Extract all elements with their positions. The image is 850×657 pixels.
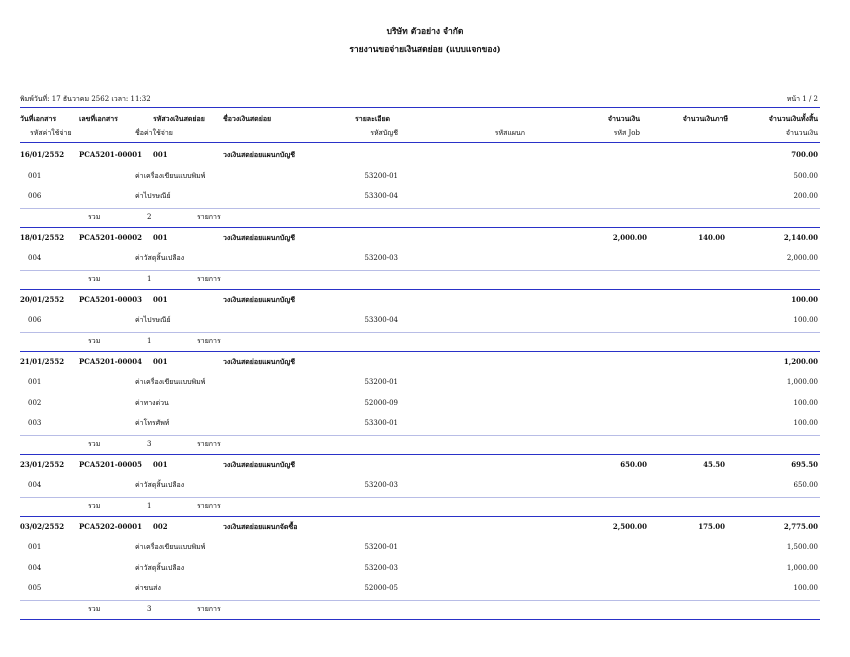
line-expense-name: ค่าวัสดุสิ้นเปลือง bbox=[135, 563, 185, 572]
doc-amount: 650.00 bbox=[620, 459, 647, 469]
doc-fund-code: 001 bbox=[153, 232, 168, 242]
doc-date: 18/01/2552 bbox=[20, 232, 65, 242]
doc-vat: 175.00 bbox=[698, 521, 725, 531]
summary-rule bbox=[20, 497, 820, 498]
summary-rule bbox=[20, 435, 820, 436]
summary-count: 1 bbox=[147, 274, 152, 283]
line-account-code: 53200-01 bbox=[364, 543, 398, 551]
doc-date: 03/02/2552 bbox=[20, 521, 65, 531]
header-dept-code: รหัสแผนก bbox=[494, 129, 525, 137]
doc-no: PCA5201-00005 bbox=[79, 459, 143, 469]
line-amount: 100.00 bbox=[793, 584, 818, 592]
summary-count: 3 bbox=[147, 604, 152, 613]
doc-amount: 2,500.00 bbox=[612, 521, 647, 531]
report-title: รายงานขอจ่ายเงินสดย่อย (แบบแจกของ) bbox=[349, 45, 501, 55]
doc-fund-code: 001 bbox=[153, 459, 168, 469]
header-account-code: รหัสบัญชี bbox=[370, 129, 398, 137]
line-account-code: 52000-05 bbox=[364, 584, 398, 592]
summary-total-label: รวม bbox=[88, 336, 101, 345]
doc-total: 2,775.00 bbox=[783, 521, 818, 531]
page-info: หน้า 1 / 2 bbox=[786, 95, 818, 103]
line-account-code: 53200-03 bbox=[364, 563, 398, 572]
line-expense-code: 001 bbox=[28, 378, 42, 386]
line-expense-code: 004 bbox=[28, 254, 42, 262]
header-amount: จำนวนเงิน bbox=[607, 114, 640, 123]
line-amount: 1,000.00 bbox=[786, 563, 818, 572]
line-amount: 1,500.00 bbox=[786, 543, 818, 551]
line-account-code: 53300-01 bbox=[364, 419, 398, 427]
line-account-code: 53200-01 bbox=[364, 378, 398, 386]
summary-total-label: รวม bbox=[88, 604, 101, 613]
header-total: จำนวนเงินทั้งสิ้น bbox=[768, 114, 818, 123]
line-expense-code: 004 bbox=[28, 481, 42, 489]
summary-items-label: รายการ bbox=[197, 274, 221, 283]
group-rule bbox=[20, 289, 820, 290]
line-amount: 100.00 bbox=[793, 419, 818, 427]
line-expense-name: ค่าไปรษณีย์ bbox=[135, 316, 171, 324]
header-expense-name: ชื่อค่าใช้จ่าย bbox=[135, 129, 173, 137]
doc-date: 21/01/2552 bbox=[20, 356, 65, 366]
header-bottom-rule bbox=[20, 142, 820, 143]
group-rule bbox=[20, 619, 820, 620]
line-expense-name: ค่าขนส่ง bbox=[135, 584, 161, 592]
line-expense-code: 006 bbox=[28, 316, 42, 324]
summary-count: 3 bbox=[147, 439, 152, 448]
header-vat: จำนวนเงินภาษี bbox=[682, 114, 728, 123]
line-amount: 200.00 bbox=[793, 192, 818, 200]
line-expense-name: ค่าโทรศัพท์ bbox=[135, 419, 170, 427]
summary-total-label: รวม bbox=[88, 501, 101, 510]
header-doc-date: วันที่เอกสาร bbox=[20, 114, 57, 123]
group-rule bbox=[20, 227, 820, 228]
company-name: บริษัท ตัวอย่าง จำกัด bbox=[386, 27, 464, 37]
doc-fund-code: 002 bbox=[153, 521, 168, 531]
summary-count: 1 bbox=[147, 501, 152, 510]
line-account-code: 52000-09 bbox=[364, 398, 398, 407]
doc-no: PCA5201-00004 bbox=[79, 356, 143, 366]
group-rule bbox=[20, 351, 820, 352]
summary-rule bbox=[20, 270, 820, 271]
line-expense-code: 001 bbox=[28, 543, 42, 551]
line-amount: 500.00 bbox=[793, 171, 818, 180]
doc-fund-code: 001 bbox=[153, 356, 168, 366]
line-expense-name: ค่าวัสดุสิ้นเปลือง bbox=[135, 481, 185, 489]
doc-fund-name: วงเงินสดย่อยแผนกบัญชี bbox=[223, 232, 295, 242]
line-expense-code: 002 bbox=[28, 398, 42, 407]
header-job-code: รหัส Job bbox=[613, 129, 640, 137]
summary-items-label: รายการ bbox=[197, 336, 221, 345]
group-rule bbox=[20, 454, 820, 455]
summary-rule bbox=[20, 332, 820, 333]
line-amount: 1,000.00 bbox=[786, 378, 818, 386]
summary-count: 1 bbox=[147, 336, 152, 345]
line-amount: 100.00 bbox=[793, 398, 818, 407]
summary-rule bbox=[20, 600, 820, 601]
header-expense-code: รหัสค่าใช้จ่าย bbox=[30, 129, 72, 137]
summary-items-label: รายการ bbox=[197, 501, 221, 510]
doc-date: 16/01/2552 bbox=[20, 150, 65, 159]
line-expense-name: ค่าเครื่องเขียนแบบพิมพ์ bbox=[135, 171, 206, 180]
summary-rule bbox=[20, 208, 820, 209]
line-account-code: 53200-03 bbox=[364, 254, 398, 262]
line-amount: 650.00 bbox=[793, 481, 818, 489]
doc-total: 1,200.00 bbox=[783, 356, 818, 366]
doc-amount: 2,000.00 bbox=[612, 232, 647, 242]
header-amount2: จำนวนเงิน bbox=[785, 129, 818, 137]
doc-fund-name: วงเงินสดย่อยแผนกบัญชี bbox=[223, 459, 295, 469]
line-expense-code: 003 bbox=[28, 419, 42, 427]
line-amount: 100.00 bbox=[793, 316, 818, 324]
summary-items-label: รายการ bbox=[197, 439, 221, 448]
header-top-rule bbox=[20, 107, 820, 108]
doc-vat: 140.00 bbox=[698, 232, 725, 242]
doc-fund-name: วงเงินสดย่อยแผนกบัญชี bbox=[223, 294, 295, 304]
header-detail: รายละเอียด bbox=[355, 114, 391, 123]
header-fund-name: ชื่อวงเงินสดย่อย bbox=[223, 114, 272, 123]
line-expense-code: 004 bbox=[28, 563, 42, 572]
line-expense-name: ค่าเครื่องเขียนแบบพิมพ์ bbox=[135, 378, 206, 386]
line-account-code: 53300-04 bbox=[364, 192, 398, 200]
summary-total-label: รวม bbox=[88, 439, 101, 448]
summary-total-label: รวม bbox=[88, 274, 101, 283]
line-expense-name: ค่าวัสดุสิ้นเปลือง bbox=[135, 254, 185, 262]
doc-fund-name: วงเงินสดย่อยแผนกบัญชี bbox=[223, 356, 295, 366]
header-doc-no: เลขที่เอกสาร bbox=[79, 114, 118, 123]
doc-fund-code: 001 bbox=[153, 150, 168, 159]
doc-no: PCA5201-00001 bbox=[79, 150, 143, 159]
doc-date: 20/01/2552 bbox=[20, 294, 65, 304]
header-fund-code: รหัสวงเงินสดย่อย bbox=[153, 114, 205, 123]
doc-fund-name: วงเงินสดย่อยแผนกจัดซื้อ bbox=[223, 521, 298, 531]
line-expense-name: ค่าเครื่องเขียนแบบพิมพ์ bbox=[135, 543, 206, 551]
line-expense-code: 001 bbox=[28, 171, 42, 180]
line-expense-name: ค่าไปรษณีย์ bbox=[135, 192, 171, 200]
doc-total: 100.00 bbox=[791, 294, 818, 304]
line-expense-name: ค่าทางด่วน bbox=[135, 398, 169, 407]
line-expense-code: 005 bbox=[28, 584, 42, 592]
line-expense-code: 006 bbox=[28, 192, 42, 200]
summary-total-label: รวม bbox=[88, 212, 101, 221]
doc-no: PCA5202-00001 bbox=[79, 521, 143, 531]
line-amount: 2,000.00 bbox=[786, 254, 818, 262]
doc-fund-name: วงเงินสดย่อยแผนกบัญชี bbox=[223, 150, 295, 159]
doc-total: 700.00 bbox=[791, 150, 818, 159]
doc-no: PCA5201-00003 bbox=[79, 294, 143, 304]
line-account-code: 53200-03 bbox=[364, 481, 398, 489]
doc-date: 23/01/2552 bbox=[20, 459, 65, 469]
doc-no: PCA5201-00002 bbox=[79, 232, 143, 242]
summary-items-label: รายการ bbox=[197, 604, 221, 613]
doc-total: 695.50 bbox=[791, 459, 818, 469]
summary-items-label: รายการ bbox=[197, 212, 221, 221]
doc-total: 2,140.00 bbox=[783, 232, 818, 242]
line-account-code: 53200-01 bbox=[364, 171, 398, 180]
summary-count: 2 bbox=[147, 212, 152, 221]
group-rule bbox=[20, 516, 820, 517]
print-info: พิมพ์วันที่: 17 ธันวาคม 2562 เวลา: 11:32 bbox=[20, 95, 151, 103]
doc-fund-code: 001 bbox=[153, 294, 168, 304]
doc-vat: 45.50 bbox=[703, 459, 725, 469]
line-account-code: 53300-04 bbox=[364, 316, 398, 324]
